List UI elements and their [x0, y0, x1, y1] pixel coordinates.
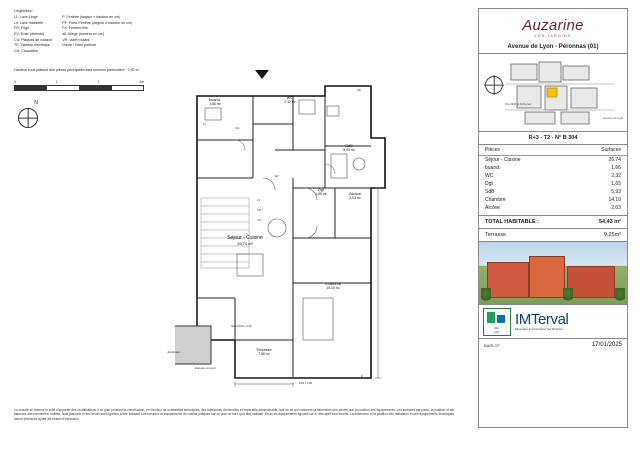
legal-disclaimer: La société se réserve le droit d'apporter des modifications à ce plan pendant la construction, en fonction de contraintes techniques, des tolérances d'exécution et impératifs administratifs, tant en ce qui concerne la dimension des pièces que la position des équipements. Les surfaces par pièce, la position et les hauteurs des retombées, soffites, faux plafonds et des seuils sont figurées à titre indicatif. Les meubles et équipements de cuisine indiqués sur ce plan ne sont qu'à titre indicatif. Seuls les équipements figurant sur le descriptif sont fournis. La dimension et la position des radiateurs et des équipements électriques seront précisées après les études d'exécution.: [14, 408, 454, 421]
legend-item: FX: Fenêtre fixe: [62, 26, 88, 31]
brand-subtitle: LES JARDINS: [534, 33, 572, 38]
tree-icon: [481, 288, 491, 302]
room-label-wc: WC 2,32 m²: [284, 95, 296, 104]
terrace-label: Terrasse: [485, 232, 507, 238]
legend-item: all: Allège (hauteur en cm): [62, 31, 105, 36]
cell-surface: 2,03: [611, 205, 621, 211]
annotation-opening-100x100: 100 x 100: [299, 381, 313, 385]
table-row: [479, 204, 627, 212]
scale-tick: 2: [97, 80, 100, 84]
legend-item: PF: Porte Fenêtre (largeur x hauteur en cm): [62, 20, 133, 25]
table-row: [479, 172, 627, 180]
annotation-cu: CU: [257, 218, 262, 222]
cell-surface: 5,93: [611, 189, 621, 195]
panel-footer: [479, 339, 627, 351]
partner-logos: [479, 305, 627, 339]
annotation-lv: LV: [257, 198, 261, 202]
legend-title: Légendes:: [14, 8, 33, 13]
cell-surface: 26,74: [608, 157, 621, 163]
site-street-label: Rue Michel Schumac: [505, 102, 532, 106]
table-row: [479, 156, 627, 165]
belark-logo-bottom: ARK: [494, 330, 500, 334]
room-label-terrasse: Terrasse 7,66 m²: [256, 347, 272, 356]
cell-room: Dgt: [485, 181, 493, 187]
terrace-row: [479, 229, 627, 242]
ceiling-height-note: Hauteur sous plafond des pièces principales sauf mention particulière : 2,50 m: [14, 68, 139, 72]
imterval-logo: [515, 312, 623, 331]
legend-item: CU: Plaques de cuisson: [14, 37, 53, 42]
cell-room: buand.: [485, 165, 501, 171]
compass-icon: [18, 108, 38, 128]
surface-table: [479, 145, 627, 212]
legend-item: CH: Chaudière: [14, 49, 38, 54]
legend-item: LL: Lave Linge: [14, 14, 38, 19]
annotation-ev: EV: [275, 174, 280, 178]
annotation-te: TE: [357, 88, 361, 92]
tree-icon: [563, 288, 573, 302]
legend-item: EV: Evier (détenté): [14, 31, 45, 36]
table-row: [479, 188, 627, 196]
belark-logo-top: BEL: [494, 326, 500, 330]
table-header-row: [479, 145, 627, 156]
room-label-sdb: SdB 5,93 m²: [343, 143, 355, 152]
building-block: [567, 266, 615, 298]
building-block: [487, 262, 529, 298]
scale-tick: 0: [14, 80, 16, 84]
legend-item: F: Fenêtre (largeur x hauteur en cm): [62, 14, 121, 19]
belark-logo: [483, 308, 511, 336]
legend-item: VR: Volet roulant: [62, 37, 90, 42]
site-compass-icon: [485, 76, 503, 94]
total-value: 54,43 m²: [598, 219, 621, 225]
total-label: TOTAL HABITABLE :: [485, 219, 539, 225]
annotation-fr: FR: [257, 208, 261, 212]
drawing-date: 17/01/2025: [591, 342, 622, 348]
column-header-surfaces: Surfaces: [568, 145, 627, 156]
room-label-alcove: Alcôve 2,03 m²: [348, 191, 361, 200]
lot-title: R+3 - T2 - N° B 304: [479, 132, 627, 145]
cell-surface: 14,10: [608, 197, 621, 203]
annotation-ll: LL: [203, 122, 207, 126]
column-header-pieces: Pièces: [479, 145, 568, 156]
terrace-value: 9,25m²: [603, 232, 621, 238]
room-label-sejour-cuisine: Séjour - Cuisine 26,74 m²: [227, 235, 263, 246]
imterval-name: IMTerval: [515, 311, 569, 328]
legend-item: FR: Frigo: [14, 26, 29, 31]
room-label-chambre: Chambre 14,10 m²: [324, 281, 342, 290]
brand-name: Auzarine: [522, 17, 584, 34]
cell-room: WC: [485, 173, 494, 179]
project-address: Avenue de Lyon - Péronnas (01): [479, 40, 627, 54]
project-brand: [479, 9, 627, 40]
annotation-f: F: [361, 374, 363, 378]
cell-room: Chambre: [485, 197, 506, 203]
table-row: [479, 180, 627, 188]
tree-icon: [615, 288, 625, 302]
imterval-tagline: Rénovation & Construction Vos Territoires: [515, 328, 563, 331]
scale-tick: 4m: [139, 80, 144, 84]
legend-column-right: [62, 15, 132, 54]
scale-bar: [14, 80, 144, 91]
info-panel: [478, 8, 628, 428]
building-photo: [479, 242, 627, 305]
site-street-label: Avenue de Lyon: [602, 116, 623, 120]
room-label-jardiniere: Jardinière: [167, 350, 181, 354]
cell-surface: 1,66: [611, 165, 621, 171]
cell-room: Séjour - Cuisine: [485, 157, 521, 163]
north-label: N: [34, 100, 38, 106]
room-label-dgt: Dgt 1,65 m²: [315, 187, 327, 196]
cell-room: SdB: [485, 189, 495, 195]
cell-surface: 1,65: [611, 181, 621, 187]
legend-item: Gaine / Faux plafond: [62, 43, 96, 48]
legend-item: TE: Tableau électrique: [14, 43, 50, 48]
room-label-buanderie: buand. 1,66 m²: [208, 97, 222, 106]
cell-surface: 2,32: [611, 173, 621, 179]
annotation-seuil: Seuil 260 x 215: [231, 324, 252, 328]
scale-tick: 1: [55, 80, 58, 84]
drawing-reference: BARLCF: [484, 342, 500, 348]
total-habitable-row: [479, 215, 627, 229]
cell-room: Alcôve: [485, 205, 501, 211]
building-block: [529, 256, 565, 298]
table-row: [479, 196, 627, 204]
legend-column-left: [14, 15, 52, 54]
legend-block: [14, 8, 314, 54]
legend-item: LV: Lave Vaisselle: [14, 20, 43, 25]
site-plan: [479, 54, 627, 132]
table-row: [479, 164, 627, 172]
annotation-ch: CH: [235, 126, 240, 130]
north-indicator: [16, 100, 56, 128]
floor-plan-drawing: [167, 78, 465, 388]
annotation-espace-couvert: Espace couvert: [195, 366, 216, 370]
